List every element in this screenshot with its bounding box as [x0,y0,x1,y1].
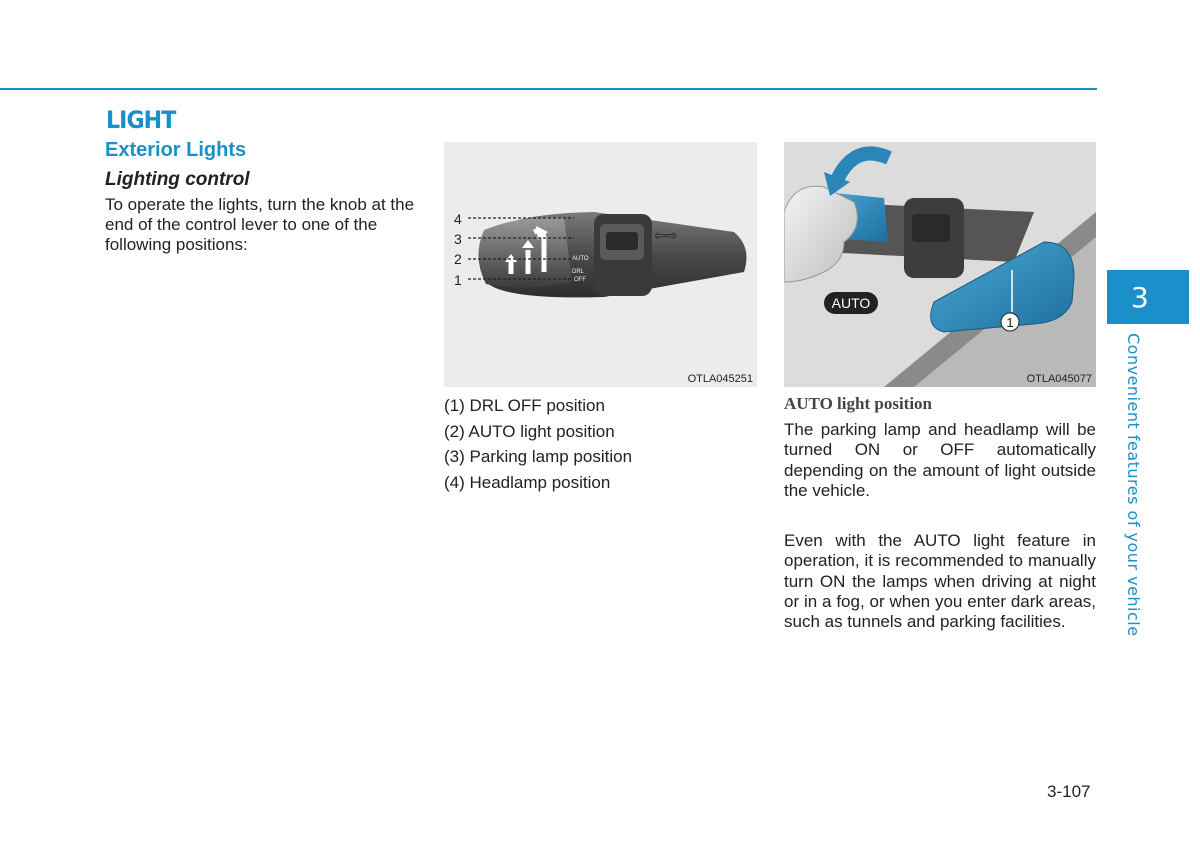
position-label-4: 4 [454,211,462,227]
lever-illustration [444,142,757,387]
chapter-number: 3 [1131,281,1149,314]
list-item: (4) Headlamp position [444,473,611,493]
lever-positions-figure [444,142,757,387]
figure-code: OTLA045251 [687,373,753,385]
section-title: LIGHT [106,106,176,134]
position-list [444,393,632,496]
knob-drl-text: DRL [572,269,585,275]
signal-arrows-icon: ⇦⇨ [654,228,678,244]
list-item: (2) AUTO light position [444,421,615,441]
top-rule [0,88,1097,90]
page-number: 3-107 [1047,782,1091,801]
knob-off-text: OFF [574,277,586,283]
list-item: (1) DRL OFF position [444,396,605,415]
auto-light-figure [784,142,1096,387]
auto-light-heading: AUTO light position [784,394,933,413]
figure-code: OTLA045077 [1026,373,1092,385]
list-item: (3) Parking lamp position [444,447,633,467]
position-label-3: 3 [454,231,462,247]
auto-light-illustration [784,142,1096,387]
chapter-label: Convenient features of your vehicle [1124,333,1143,637]
minor-title: Lighting control [105,169,250,190]
subsection-title: Exterior Lights [105,139,247,161]
auto-paragraph-2: Even with the AUTO light feature in operation, it is recommended to manually turn ON the lamps when driving at night or in a fog, or when you enter dark areas, such as tunnels and parking facilities. [784,531,1096,632]
knob-auto-text: AUTO [572,256,589,262]
position-label-2: 2 [454,251,462,267]
sensor-marker-text: 1 [1006,315,1014,330]
auto-callout-text: AUTO [831,295,871,311]
position-label-1: 1 [454,272,462,288]
intro-paragraph: To operate the lights, turn the knob at the end of the control lever to one of the following positions: [105,195,415,254]
auto-paragraph-1: The parking lamp and headlamp will be turned ON or OFF automatically depending on the amount of light outside the vehicle. [784,420,1096,500]
